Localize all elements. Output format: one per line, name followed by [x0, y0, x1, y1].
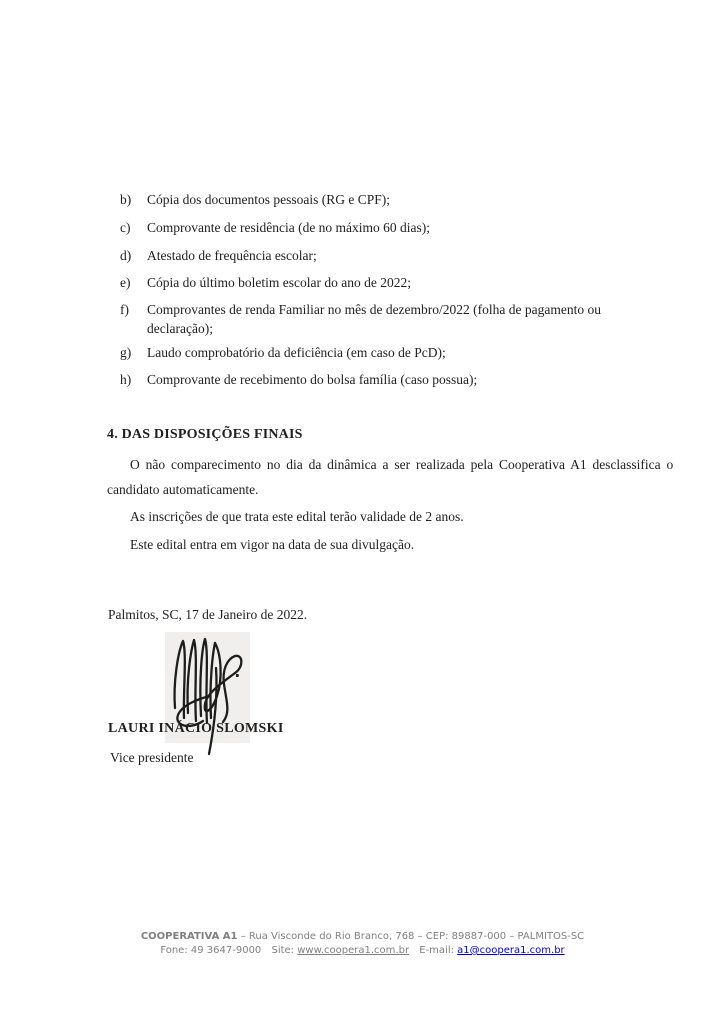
footer-site-label: Site: — [271, 945, 295, 956]
list-item-text: Cópia dos documentos pessoais (RG e CPF); — [147, 192, 390, 207]
signatory-title: Vice presidente — [110, 750, 194, 765]
list-item-text: Cópia do último boletim escolar do ano de 2022; — [147, 275, 411, 290]
list-item-text: Laudo comprobatório da deficiência (em caso de PcD); — [147, 345, 446, 360]
list-item-letter: g) — [120, 345, 132, 360]
date-line: Palmitos, SC, 17 de Janeiro de 2022. — [108, 607, 308, 622]
list-item-letter: c) — [120, 220, 131, 235]
signatory-name: LAURI INÁCIO SLOMSKI — [108, 721, 284, 736]
footer-company-name: COOPERATIVA A1 — [140, 931, 238, 942]
footer-address-text: – Rua Visconde do Rio Branco, 768 – CEP: 89887-000 – PALMITOS-SC — [240, 931, 585, 942]
footer-contact-line — [0, 944, 725, 958]
handwritten-signature-icon — [158, 626, 258, 760]
paragraph-3: Este edital entra em vigor na data de sua divulgação. — [130, 537, 415, 552]
list-item-letter: f) — [120, 302, 129, 317]
section-heading: 4. DAS DISPOSIÇÕES FINAIS — [107, 427, 303, 442]
list-item-text: Comprovante de recebimento do bolsa família (caso possua); — [147, 372, 478, 387]
paragraph-2: As inscrições de que trata este edital terão validade de 2 anos. — [130, 509, 464, 524]
footer-site-link[interactable]: www.coopera1.com.br — [297, 945, 410, 956]
footer-email-link[interactable]: a1@coopera1.com.br — [457, 945, 565, 956]
list-item-text: Comprovante de residência (de no máximo 60 dias); — [147, 220, 431, 235]
list-item-letter: d) — [120, 248, 132, 263]
list-item-letter: b) — [120, 192, 132, 207]
paragraph-line: candidato automaticamente. — [107, 482, 259, 497]
list-item-text-wrap: declaração); — [147, 321, 213, 336]
list-item-text: Atestado de frequência escolar; — [147, 248, 317, 263]
list-item-letter: e) — [120, 275, 131, 290]
footer-address-line — [0, 930, 725, 944]
footer-email-label: E-mail: — [419, 945, 454, 956]
list-item-letter: h) — [120, 372, 132, 387]
list-item-text: Comprovantes de renda Familiar no mês de dezembro/2022 (folha de pagamento ou — [147, 302, 601, 317]
footer-phone: Fone: 49 3647-9000 — [160, 945, 262, 956]
paragraph-line: O não comparecimento no dia da dinâmica a ser realizada pela Cooperativa A1 desclassifica o — [130, 457, 674, 472]
